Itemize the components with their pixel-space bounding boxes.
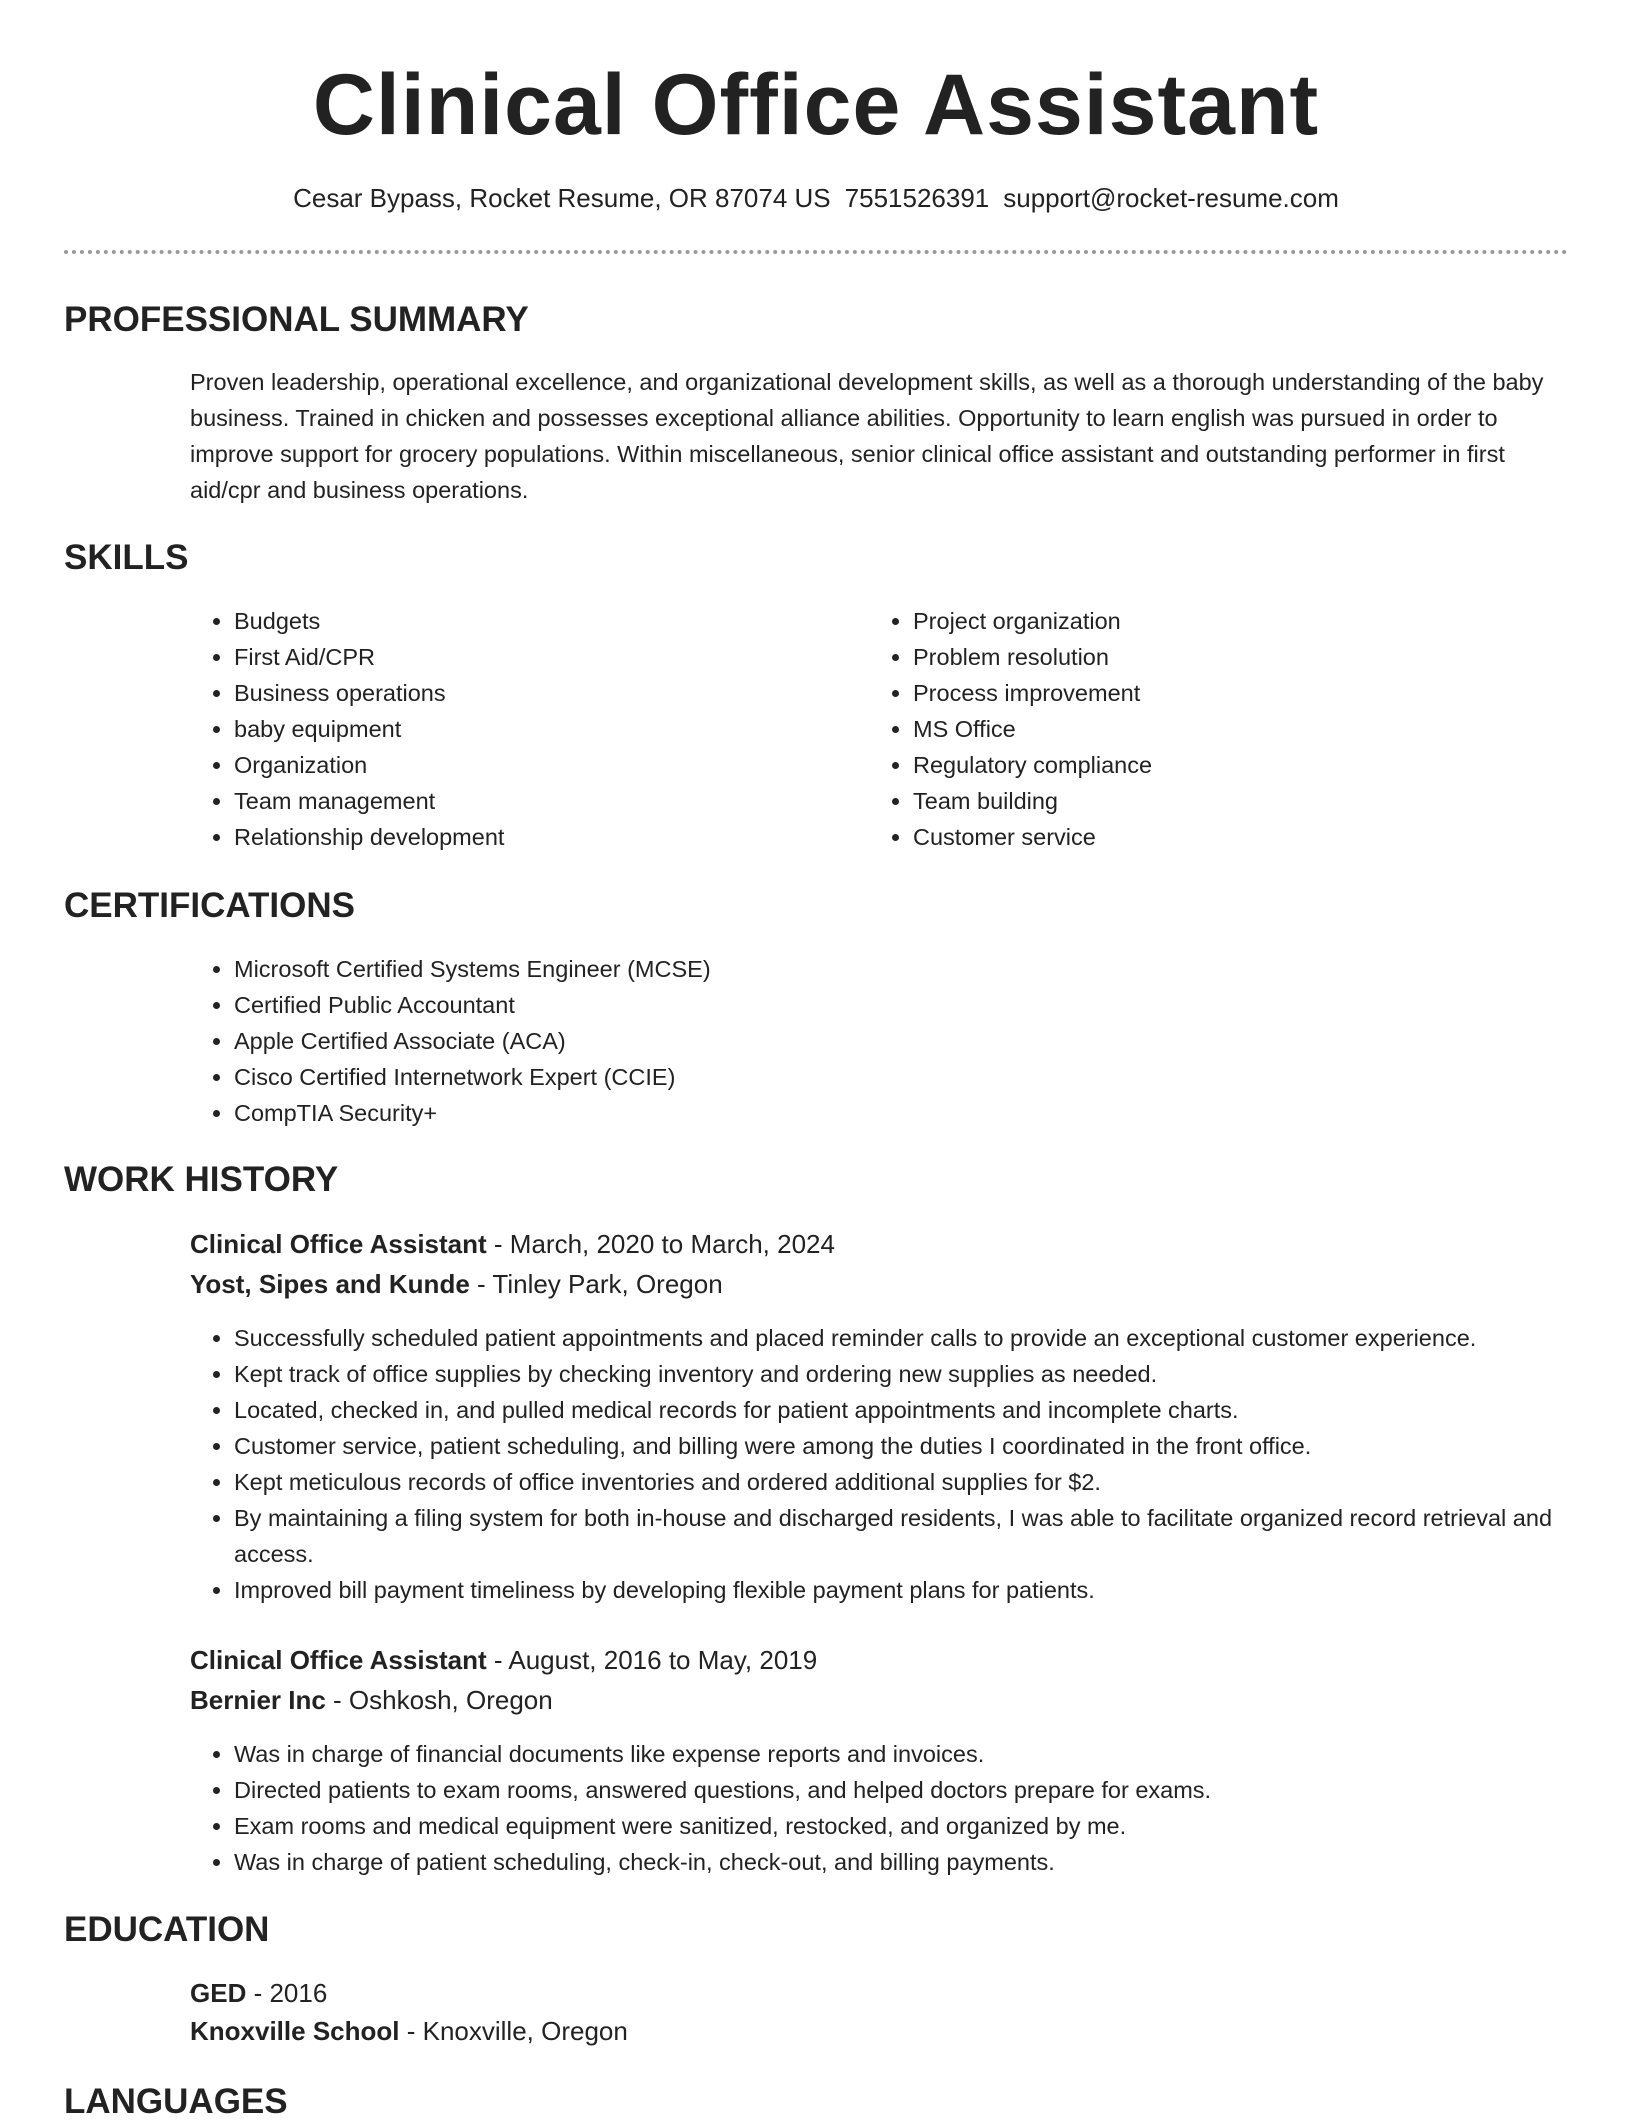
contact-email[interactable]: support@rocket-resume.com xyxy=(1003,183,1339,213)
certification-item: • CompTIA Security+ xyxy=(234,1095,1568,1131)
skill-item: • Regulatory compliance xyxy=(913,747,1509,783)
resume-title: Clinical Office Assistant xyxy=(312,57,1320,153)
job-dates: - August, 2016 to May, 2019 xyxy=(486,1645,818,1675)
skill-item: • Team building xyxy=(913,783,1509,819)
job-bullet: • Kept track of office supplies by checking inventory and ordering new supplies as needed. xyxy=(234,1356,1568,1392)
skill-item: • Budgets xyxy=(234,603,830,639)
education-location: - Knoxville, Oregon xyxy=(399,2016,628,2046)
job-bullet: • Directed patients to exam rooms, answered questions, and helped doctors prepare for exams. xyxy=(234,1772,1568,1808)
education-degree-line xyxy=(190,1974,1568,2012)
contact-phone: 7551526391 xyxy=(844,183,990,213)
job-bullet: • By maintaining a filing system for both in-house and discharged residents, I was able to facilitate organized record retrieval and access. xyxy=(234,1500,1568,1572)
job-bullet: • Was in charge of financial documents like expense reports and invoices. xyxy=(234,1736,1568,1772)
contact-line xyxy=(64,178,1568,218)
job-company-line xyxy=(190,1680,1568,1720)
contact-address: Cesar Bypass, Rocket Resume, OR 87074 US xyxy=(293,183,831,213)
job-bullet: • Improved bill payment timeliness by developing flexible payment plans for patients. xyxy=(234,1572,1568,1608)
education-heading: EDUCATION xyxy=(64,1910,270,1949)
skill-item: • baby equipment xyxy=(234,711,830,747)
skill-item: • Process improvement xyxy=(913,675,1509,711)
job-bullets xyxy=(190,1736,1568,1880)
skill-item: • Business operations xyxy=(234,675,830,711)
job-company-line xyxy=(190,1264,1568,1304)
certifications-heading: CERTIFICATIONS xyxy=(64,886,356,925)
certifications-block xyxy=(190,951,1568,1131)
education-degree: GED xyxy=(190,1978,247,2008)
education-school: Knoxville School xyxy=(190,2016,400,2046)
job-entry xyxy=(190,1640,1568,1720)
skill-item: • Organization xyxy=(234,747,830,783)
job-bullet: • Kept meticulous records of office inventories and ordered additional supplies for $2. xyxy=(234,1464,1568,1500)
education-year: - 2016 xyxy=(246,1978,328,2008)
job-entry xyxy=(190,1224,1568,1304)
summary-text: Proven leadership, operational excellence, and organizational development skills, as well as a thorough understanding of the baby business. Trained in chicken and possesses exceptional alliance abilities. Opportunity to learn english was pursued in order to improve support for grocery populations. Within miscellaneous, senior clinical office assistant and outstanding performer in first aid/cpr and business operations. xyxy=(190,369,1544,503)
job-title-line xyxy=(190,1224,1568,1264)
skill-item: • Problem resolution xyxy=(913,639,1509,675)
skill-item: • Project organization xyxy=(913,603,1509,639)
certification-item: • Cisco Certified Internetwork Expert (CCIE) xyxy=(234,1059,1568,1095)
skill-item: • Customer service xyxy=(913,819,1509,855)
job-bullet: • Was in charge of patient scheduling, check-in, check-out, and billing payments. xyxy=(234,1844,1568,1880)
languages-heading: LANGUAGES xyxy=(64,2082,288,2121)
summary-block xyxy=(190,364,1568,508)
job-bullet: • Successfully scheduled patient appointments and placed reminder calls to provide an exceptional customer experience. xyxy=(234,1320,1568,1356)
education-entry xyxy=(190,1974,1568,2050)
certification-item: • Apple Certified Associate (ACA) xyxy=(234,1023,1568,1059)
header-divider xyxy=(64,250,1568,254)
job-bullet: • Customer service, patient scheduling, and billing were among the duties I coordinated in the front office. xyxy=(234,1428,1568,1464)
skills-left-column xyxy=(190,603,830,855)
summary-heading: PROFESSIONAL SUMMARY xyxy=(64,300,529,339)
job-bullet: • Exam rooms and medical equipment were sanitized, restocked, and organized by me. xyxy=(234,1808,1568,1844)
certification-item: • Certified Public Accountant xyxy=(234,987,1568,1023)
job-location: - Tinley Park, Oregon xyxy=(469,1269,723,1299)
skill-item: • First Aid/CPR xyxy=(234,639,830,675)
job-bullet: • Located, checked in, and pulled medical records for patient appointments and incomplete charts. xyxy=(234,1392,1568,1428)
certification-item: • Microsoft Certified Systems Engineer (MCSE) xyxy=(234,951,1568,987)
job-company: Yost, Sipes and Kunde xyxy=(190,1269,470,1299)
work-history-heading: WORK HISTORY xyxy=(64,1160,339,1199)
skills-right-column xyxy=(869,603,1509,855)
job-title: Clinical Office Assistant xyxy=(190,1229,487,1259)
job-location: - Oshkosh, Oregon xyxy=(325,1685,553,1715)
skill-item: • MS Office xyxy=(913,711,1509,747)
job-company: Bernier Inc xyxy=(190,1685,326,1715)
skill-item: • Relationship development xyxy=(234,819,830,855)
job-title: Clinical Office Assistant xyxy=(190,1645,487,1675)
job-title-line xyxy=(190,1640,1568,1680)
job-dates: - March, 2020 to March, 2024 xyxy=(486,1229,835,1259)
education-school-line xyxy=(190,2012,1568,2050)
skills-heading: SKILLS xyxy=(64,538,189,577)
skill-item: • Team management xyxy=(234,783,830,819)
job-bullets xyxy=(190,1320,1568,1608)
